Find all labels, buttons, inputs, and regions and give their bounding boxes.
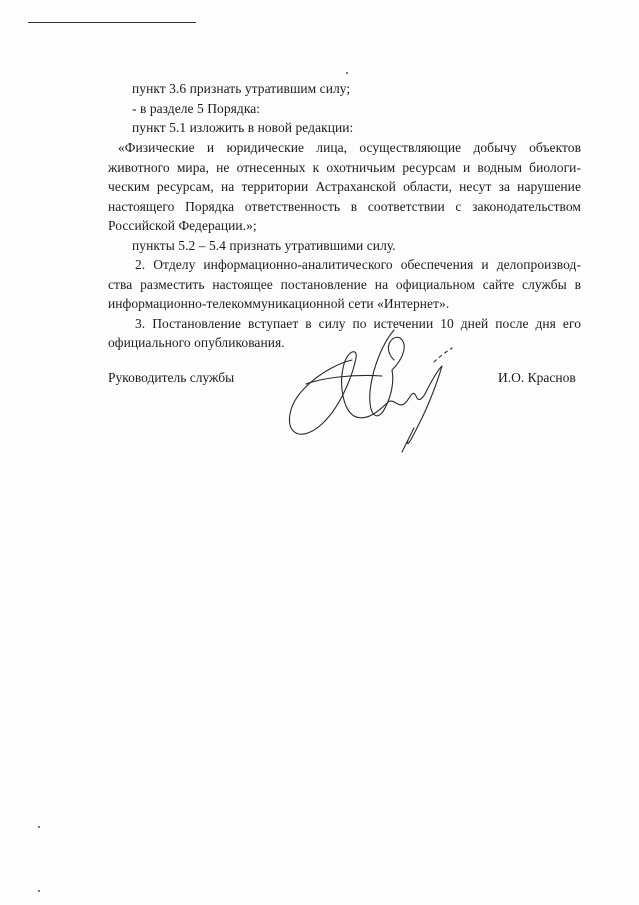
scan-speck <box>38 826 40 828</box>
header-rule <box>28 22 196 23</box>
text-line: Российской Федерации.»; <box>108 218 257 233</box>
text-line: пункты 5.2 – 5.4 признать утратившими силу. <box>132 238 396 253</box>
text-line: животного мира, не отнесенных к охотничьим ресурсам и водным биологи- <box>108 160 581 175</box>
text-line: настоящего Порядка ответственность в соответствии с законодательством <box>108 199 581 214</box>
text-line: ческим ресурсам, на территории Астраханской области, несут за нарушение <box>108 179 581 194</box>
text-line: «Физические и юридические лица, осуществляющие добычу объектов <box>118 140 581 155</box>
text-line: - в разделе 5 Порядка: <box>132 101 261 116</box>
text-line: ства разместить настоящее постановление на официальном сайте службы в <box>108 277 581 292</box>
scan-speck <box>38 890 40 892</box>
text-line: 3. Постановление вступает в силу по истечении 10 дней после дня его <box>135 316 581 331</box>
text-line: пункт 3.6 признать утратившим силу; <box>132 81 351 96</box>
text-line: 2. Отделу информационно-аналитического обеспечения и делопроизвод- <box>135 257 581 272</box>
text-line: информационно-телекоммуникационной сети «Интернет». <box>108 296 450 311</box>
signatory-position: Руководитель службы <box>108 370 235 385</box>
scan-speck <box>346 72 348 74</box>
text-line: официального опубликования. <box>108 335 285 350</box>
text-line: пункт 5.1 изложить в новой редакции: <box>132 120 354 135</box>
signatory-name: И.О. Краснов <box>498 370 576 385</box>
handwritten-signature <box>282 318 457 468</box>
